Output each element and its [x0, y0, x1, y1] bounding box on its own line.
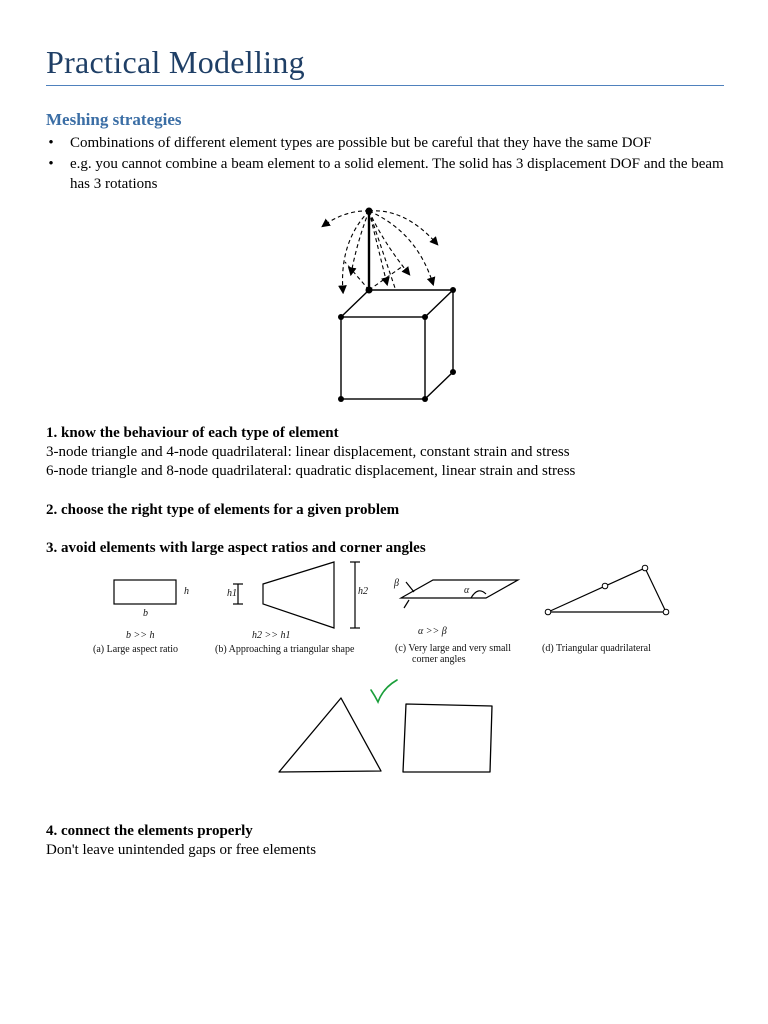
bullet-list — [46, 133, 726, 195]
label-beta: β — [394, 578, 399, 589]
bullet-icon: • — [48, 135, 54, 151]
cond-a: b >> h — [126, 630, 155, 641]
beam-solid-figure — [305, 202, 465, 412]
element-shapes-figure — [88, 560, 688, 665]
list-item — [46, 133, 726, 153]
list-item — [46, 154, 726, 194]
cond-b: h2 >> h1 — [252, 630, 291, 641]
good-triangle — [279, 698, 381, 772]
point-1 — [46, 424, 736, 481]
check-icon — [371, 680, 397, 702]
cond-c: α >> β — [418, 626, 447, 637]
good-elements-figure — [275, 676, 505, 786]
triangular-quad-shape — [548, 568, 666, 612]
good-square — [403, 704, 492, 772]
section-heading: Meshing strategies — [46, 110, 182, 129]
bullet-text: Combinations of different element types are possible but be careful that they have the same DOF — [70, 135, 652, 151]
label-h: h — [184, 586, 189, 597]
page-title: Practical Modelling — [46, 44, 305, 80]
bullet-icon: • — [48, 156, 54, 172]
caption-b: (b) Approaching a triangular shape — [215, 644, 355, 655]
point-line: Don't leave unintended gaps or free elements — [46, 842, 317, 858]
point-heading: 4. connect the elements properly — [46, 823, 253, 839]
trapezoid-shape — [263, 562, 334, 628]
title-divider — [46, 85, 724, 86]
point-line: 3-node triangle and 4-node quadrilateral: linear displacement, constant strain and stress — [46, 444, 570, 460]
point-3 — [46, 539, 736, 558]
point-2 — [46, 501, 736, 520]
large-aspect-rect — [114, 580, 176, 604]
point-line: 6-node triangle and 8-node quadrilateral: quadratic displacement, linear strain and stress — [46, 463, 576, 479]
parallelogram-shape — [401, 580, 518, 598]
label-h2: h2 — [358, 586, 368, 597]
label-h1: h1 — [227, 588, 237, 599]
caption-d: (d) Triangular quadrilateral — [542, 643, 651, 654]
bullet-text: e.g. you cannot combine a beam element to a solid element. The solid has 3 displacement DOF and the beam has 3 rotations — [70, 156, 724, 192]
caption-c1: (c) Very large and very small — [395, 643, 511, 654]
point-4 — [46, 822, 736, 860]
caption-c2: corner angles — [412, 654, 466, 665]
caption-a: (a) Large aspect ratio — [93, 644, 179, 655]
label-alpha: α — [464, 585, 470, 596]
label-b: b — [143, 608, 148, 619]
point-heading: 2. choose the right type of elements for a given problem — [46, 502, 400, 518]
point-heading: 1. know the behaviour of each type of element — [46, 425, 339, 441]
point-heading: 3. avoid elements with large aspect ratios and corner angles — [46, 540, 426, 556]
